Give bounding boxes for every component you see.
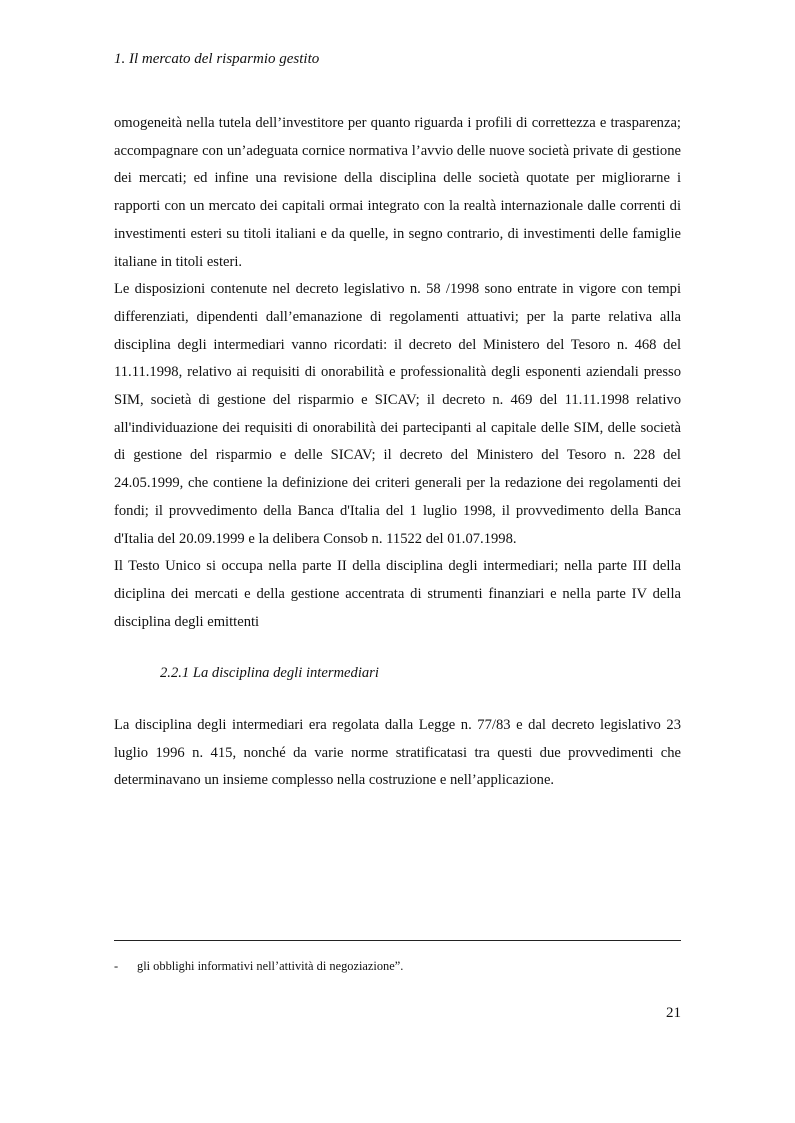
paragraph-2: Le disposizioni contenute nel decreto legislativo n. 58 /1998 sono entrate in vigore con tempi differenziati, dipendenti dall’emanazione di regolamenti attuativi; per la parte relativa alla disciplina degli intermediari vanno ricordati: il decreto del Ministero del Tesoro n. 468 del 11.11.1998, relativo ai requisiti di onorabilità e professionalità degli esponenti aziendali presso SIM, società di gestione del risparmio e SICAV; il decreto n. 469 del 11.11.1998 relativo all'individuazione dei requisiti di onorabilità dei partecipanti al capitale delle SIM, delle società di gestione del risparmio e delle SICAV; il decreto del Ministero del Tesoro n. 228 del 24.05.1999, che contiene la definizione dei criteri generali per la redazione dei regolamenti dei fondi; il provvedimento della Banca d'Italia del 1 luglio 1998, il provvedimento della Banca d'Italia del 20.09.1999 e la delibera Consob n. 11522 del 01.07.1998. xyxy=(114,281,681,547)
section-paragraph: La disciplina degli intermediari era regolata dalla Legge n. 77/83 e dal decreto legislativo 23 luglio 1996 n. 415, nonché da varie norme stratificatasi tra questi due provvedimenti che determinavano un insieme complesso nella costruzione e nell’applicazione. xyxy=(114,717,681,789)
page-number: 21 xyxy=(666,1005,681,1021)
paragraph-3: Il Testo Unico si occupa nella parte II della disciplina degli intermediari; nella parte III della diciplina dei mercati e della gestione accentrata di strumenti finanziari e nella parte IV della disciplina degli emittenti xyxy=(114,558,681,630)
footnote-text: gli obblighi informativi nell’attività di negoziazione”. xyxy=(137,959,404,973)
running-header: 1. Il mercato del risparmio gestito xyxy=(114,51,320,67)
section-heading: 2.2.1 La disciplina degli intermediari xyxy=(160,665,379,682)
body-text xyxy=(114,110,681,795)
paragraph-1: omogeneità nella tutela dell’investitore per quanto riguarda i profili di correttezza e trasparenza; accompagnare con un’adeguata cornice normativa l’avvio delle nuove società private di gestione dei mercati; ed infine una revisione della disciplina delle società quotate per migliorarne i rapporti con un mercato dei capitali ormai integrato con la realtà internazionale dalle correnti di investimenti esteri su titoli italiani e da quelle, in segno contrario, di investimenti delle famiglie italiane in titoli esteri. xyxy=(114,115,681,270)
footnote xyxy=(114,957,681,975)
footnote-divider xyxy=(114,940,681,941)
footnote-marker: - xyxy=(114,959,119,973)
